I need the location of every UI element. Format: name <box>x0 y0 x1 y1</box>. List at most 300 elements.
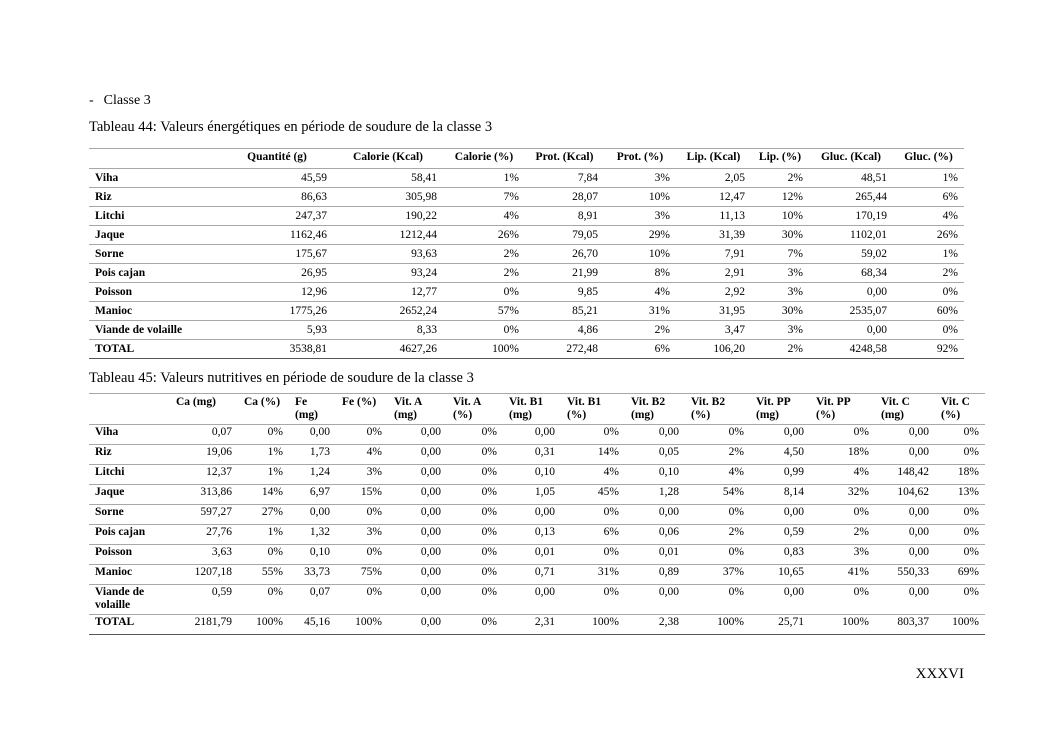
table-cell: 0,00 <box>388 425 447 445</box>
table-cell: 0% <box>935 445 985 465</box>
table-cell: 0,00 <box>388 565 447 585</box>
table-cell: 0,71 <box>503 565 561 585</box>
column-header: Prot. (Kcal) <box>525 149 604 169</box>
table-cell: 313,86 <box>170 485 238 505</box>
table-cell: 1% <box>443 169 525 188</box>
table-cell: 0% <box>893 321 964 340</box>
row-label: Litchi <box>89 465 170 485</box>
table-cell: 1212,44 <box>333 226 443 245</box>
table-cell: 12,37 <box>170 465 238 485</box>
table-cell: 25,71 <box>750 615 810 635</box>
table-cell: 100% <box>685 615 750 635</box>
table-row <box>89 545 985 565</box>
table-cell: 2% <box>443 245 525 264</box>
table-header-row <box>89 149 964 169</box>
row-label: Manioc <box>89 565 170 585</box>
table-cell: 1% <box>893 169 964 188</box>
table-cell: 2% <box>893 264 964 283</box>
table-cell: 0,00 <box>809 321 893 340</box>
table-cell: 7,84 <box>525 169 604 188</box>
table-cell: 45% <box>561 485 625 505</box>
column-header: Lip. (%) <box>751 149 809 169</box>
table-cell: 2% <box>810 525 875 545</box>
table-cell: 0% <box>238 585 289 615</box>
column-header: Calorie (%) <box>443 149 525 169</box>
table-row <box>89 525 985 545</box>
table-cell: 59,02 <box>809 245 893 264</box>
table-cell: 4248,58 <box>809 340 893 359</box>
table-cell: 2% <box>751 340 809 359</box>
table-cell: 0% <box>238 425 289 445</box>
column-header: Vit. B2 (mg) <box>625 394 685 425</box>
table-cell: 14% <box>238 485 289 505</box>
table-cell: 0% <box>810 505 875 525</box>
table-cell: 0,83 <box>750 545 810 565</box>
table-cell: 0% <box>561 585 625 615</box>
table-cell: 170,19 <box>809 207 893 226</box>
table-cell: 0% <box>935 525 985 545</box>
table-row <box>89 425 985 445</box>
table-cell: 37% <box>685 565 750 585</box>
table-cell: 10,65 <box>750 565 810 585</box>
table-cell: 10% <box>751 207 809 226</box>
table-cell: 2,38 <box>625 615 685 635</box>
table-cell: 0,00 <box>750 505 810 525</box>
table-cell: 0,00 <box>625 585 685 615</box>
table-cell: 0% <box>336 505 388 525</box>
row-label: Riz <box>89 445 170 465</box>
table-row <box>89 565 985 585</box>
table-cell: 0% <box>447 525 503 545</box>
table-cell: 1102,01 <box>809 226 893 245</box>
table-cell: 2% <box>443 264 525 283</box>
table-cell: 1% <box>238 525 289 545</box>
table-cell: 19,06 <box>170 445 238 465</box>
table-cell: 0,06 <box>625 525 685 545</box>
table-cell: 597,27 <box>170 505 238 525</box>
table-cell: 0,00 <box>388 445 447 465</box>
table-cell: 0,99 <box>750 465 810 485</box>
table-cell: 0% <box>447 425 503 445</box>
table-cell: 1% <box>893 245 964 264</box>
table-cell: 28,07 <box>525 188 604 207</box>
column-header: Calorie (Kcal) <box>333 149 443 169</box>
table-cell: 0% <box>561 425 625 445</box>
table-cell: 0,10 <box>625 465 685 485</box>
table-cell: 27,76 <box>170 525 238 545</box>
table-cell: 104,62 <box>875 485 935 505</box>
table-cell: 0,00 <box>875 525 935 545</box>
table-cell: 0% <box>935 505 985 525</box>
table-cell: 1207,18 <box>170 565 238 585</box>
table-row <box>89 321 964 340</box>
table-cell: 0% <box>810 425 875 445</box>
table-cell: 1,32 <box>289 525 336 545</box>
table-45-caption: Tableau 45: Valeurs nutritives en période de soudure de la classe 3 <box>89 370 474 386</box>
table-cell: 93,24 <box>333 264 443 283</box>
table-cell: 31,95 <box>676 302 751 321</box>
table-cell: 7% <box>443 188 525 207</box>
table-cell: 550,33 <box>875 565 935 585</box>
row-label: Poisson <box>89 545 170 565</box>
table-cell: 1% <box>238 445 289 465</box>
table-cell: 57% <box>443 302 525 321</box>
table-cell: 0% <box>443 283 525 302</box>
column-header: Quantité (g) <box>221 149 333 169</box>
table-cell: 3% <box>336 465 388 485</box>
table-cell: 100% <box>561 615 625 635</box>
table-cell: 106,20 <box>676 340 751 359</box>
table-cell: 2,91 <box>676 264 751 283</box>
table-cell: 79,05 <box>525 226 604 245</box>
column-header: Vit. A (%) <box>447 394 503 425</box>
table-cell: 2,05 <box>676 169 751 188</box>
column-header: Fe (%) <box>336 394 388 425</box>
table-cell: 100% <box>443 340 525 359</box>
table-cell: 12,77 <box>333 283 443 302</box>
table-cell: 12,47 <box>676 188 751 207</box>
table-cell: 0,01 <box>625 545 685 565</box>
table-cell: 4% <box>893 207 964 226</box>
table-cell: 31% <box>561 565 625 585</box>
table-cell: 0,01 <box>503 545 561 565</box>
table-cell: 0,00 <box>388 505 447 525</box>
table-row <box>89 585 985 615</box>
table-cell: 3% <box>604 207 676 226</box>
list-dash: - <box>89 93 94 108</box>
table-cell: 18% <box>810 445 875 465</box>
column-header: Fe (mg) <box>289 394 336 425</box>
table-cell: 0,00 <box>388 465 447 485</box>
table-cell: 3% <box>604 169 676 188</box>
table-cell: 26,70 <box>525 245 604 264</box>
table-cell: 86,63 <box>221 188 333 207</box>
table-cell: 55% <box>238 565 289 585</box>
column-header: Ca (%) <box>238 394 289 425</box>
table-cell: 247,37 <box>221 207 333 226</box>
column-header: Prot. (%) <box>604 149 676 169</box>
table-cell: 0,00 <box>809 283 893 302</box>
table-row <box>89 302 964 321</box>
table-row <box>89 445 985 465</box>
row-label: Pois cajan <box>89 525 170 545</box>
table-cell: 69% <box>935 565 985 585</box>
row-label: Riz <box>89 188 221 207</box>
table-cell: 2,31 <box>503 615 561 635</box>
table-cell: 0% <box>447 585 503 615</box>
table-cell: 0,00 <box>875 425 935 445</box>
table-cell: 0,59 <box>750 525 810 545</box>
table-cell: 2535,07 <box>809 302 893 321</box>
table-cell: 272,48 <box>525 340 604 359</box>
row-label: Pois cajan <box>89 264 221 283</box>
table-cell: 0,10 <box>289 545 336 565</box>
table-cell: 265,44 <box>809 188 893 207</box>
table-cell: 0% <box>685 585 750 615</box>
table-cell: 0% <box>447 565 503 585</box>
table-cell: 2% <box>685 445 750 465</box>
table-row <box>89 283 964 302</box>
table-cell: 0% <box>336 585 388 615</box>
table-cell: 2% <box>604 321 676 340</box>
table-cell: 4% <box>443 207 525 226</box>
table-cell: 3,47 <box>676 321 751 340</box>
table-cell: 0% <box>685 425 750 445</box>
table-cell: 10% <box>604 245 676 264</box>
table-row <box>89 340 964 359</box>
table-cell: 2% <box>751 169 809 188</box>
table-cell: 0% <box>443 321 525 340</box>
table-cell: 27% <box>238 505 289 525</box>
table-cell: 100% <box>810 615 875 635</box>
table-cell: 2181,79 <box>170 615 238 635</box>
row-label: Litchi <box>89 207 221 226</box>
table-cell: 18% <box>935 465 985 485</box>
table-cell: 4% <box>561 465 625 485</box>
table-cell: 11,13 <box>676 207 751 226</box>
table-cell: 41% <box>810 565 875 585</box>
table-cell: 85,21 <box>525 302 604 321</box>
table-cell: 0% <box>935 545 985 565</box>
table-cell: 32% <box>810 485 875 505</box>
row-label: Viha <box>89 169 221 188</box>
table-cell: 0,00 <box>875 545 935 565</box>
column-header: Gluc. (Kcal) <box>809 149 893 169</box>
column-header: Vit. B1 (%) <box>561 394 625 425</box>
table-cell: 0% <box>685 505 750 525</box>
table-cell: 8% <box>604 264 676 283</box>
table-cell: 29% <box>604 226 676 245</box>
table-cell: 75% <box>336 565 388 585</box>
nutrition-values-table <box>89 393 985 635</box>
table-row <box>89 226 964 245</box>
table-row <box>89 485 985 505</box>
table-cell: 100% <box>336 615 388 635</box>
table-cell: 190,22 <box>333 207 443 226</box>
table-cell: 9,85 <box>525 283 604 302</box>
table-cell: 0% <box>336 545 388 565</box>
table-cell: 0% <box>935 585 985 615</box>
column-header: Vit. B2 (%) <box>685 394 750 425</box>
row-label: Poisson <box>89 283 221 302</box>
column-header: Gluc. (%) <box>893 149 964 169</box>
table-cell: 1162,46 <box>221 226 333 245</box>
table-cell: 4,50 <box>750 445 810 465</box>
table-row <box>89 264 964 283</box>
table-cell: 12% <box>751 188 809 207</box>
table-cell: 0,00 <box>503 505 561 525</box>
table-cell: 3% <box>751 264 809 283</box>
table-cell: 0% <box>238 545 289 565</box>
table-cell: 4% <box>336 445 388 465</box>
table-cell: 0% <box>447 505 503 525</box>
row-label: Manioc <box>89 302 221 321</box>
table-cell: 0,07 <box>170 425 238 445</box>
table-cell: 5,93 <box>221 321 333 340</box>
table-cell: 0,00 <box>750 585 810 615</box>
table-cell: 1,05 <box>503 485 561 505</box>
row-label: Sorne <box>89 505 170 525</box>
table-cell: 26% <box>893 226 964 245</box>
table-cell: 4% <box>810 465 875 485</box>
table-cell: 0,00 <box>625 505 685 525</box>
table-cell: 33,73 <box>289 565 336 585</box>
table-row <box>89 615 985 635</box>
table-cell: 6,97 <box>289 485 336 505</box>
table-cell: 7% <box>751 245 809 264</box>
section-heading-label: Classe 3 <box>103 93 151 108</box>
table-cell: 0,07 <box>289 585 336 615</box>
table-cell: 0,59 <box>170 585 238 615</box>
row-label: Jaque <box>89 485 170 505</box>
table-cell: 0,00 <box>388 525 447 545</box>
table-cell: 4627,26 <box>333 340 443 359</box>
table-cell: 3,63 <box>170 545 238 565</box>
table-cell: 60% <box>893 302 964 321</box>
table-cell: 0% <box>685 545 750 565</box>
section-heading <box>89 93 151 109</box>
table-cell: 0% <box>810 585 875 615</box>
table-cell: 54% <box>685 485 750 505</box>
table-cell: 1,73 <box>289 445 336 465</box>
table-cell: 8,33 <box>333 321 443 340</box>
table-cell: 4% <box>685 465 750 485</box>
table-row <box>89 505 985 525</box>
table-cell: 6% <box>561 525 625 545</box>
table-cell: 45,59 <box>221 169 333 188</box>
table-cell: 3538,81 <box>221 340 333 359</box>
table-cell: 7,91 <box>676 245 751 264</box>
table-cell: 0,00 <box>388 615 447 635</box>
table-cell: 0% <box>447 485 503 505</box>
table-row <box>89 169 964 188</box>
table-cell: 12,96 <box>221 283 333 302</box>
table-cell: 45,16 <box>289 615 336 635</box>
column-header: Vit. C (mg) <box>875 394 935 425</box>
table-cell: 6% <box>604 340 676 359</box>
table-cell: 10% <box>604 188 676 207</box>
table-cell: 3% <box>810 545 875 565</box>
column-header: Vit. B1 (mg) <box>503 394 561 425</box>
row-label: Jaque <box>89 226 221 245</box>
table-cell: 2652,24 <box>333 302 443 321</box>
table-cell: 0,00 <box>503 585 561 615</box>
table-cell: 58,41 <box>333 169 443 188</box>
table-cell: 0% <box>561 505 625 525</box>
table-cell: 0% <box>336 425 388 445</box>
table-cell: 175,67 <box>221 245 333 264</box>
column-header: Vit. PP (mg) <box>750 394 810 425</box>
row-label: Viande de volaille <box>89 585 170 615</box>
table-cell: 0,00 <box>289 505 336 525</box>
table-cell: 26% <box>443 226 525 245</box>
table-cell: 2% <box>685 525 750 545</box>
table-cell: 0,89 <box>625 565 685 585</box>
row-label: TOTAL <box>89 340 221 359</box>
table-row <box>89 188 964 207</box>
table-cell: 8,14 <box>750 485 810 505</box>
table-cell: 0,00 <box>388 545 447 565</box>
energy-values-table <box>89 148 964 359</box>
table-cell: 0,10 <box>503 465 561 485</box>
table-row <box>89 465 985 485</box>
table-cell: 1,28 <box>625 485 685 505</box>
table-cell: 3% <box>751 321 809 340</box>
table-cell: 8,91 <box>525 207 604 226</box>
table-cell: 48,51 <box>809 169 893 188</box>
table-cell: 0,00 <box>875 585 935 615</box>
table-cell: 31% <box>604 302 676 321</box>
table-cell: 0,00 <box>388 485 447 505</box>
column-header <box>89 394 170 425</box>
row-label: Viande de volaille <box>89 321 221 340</box>
table-cell: 93,63 <box>333 245 443 264</box>
column-header: Vit. C (%) <box>935 394 985 425</box>
table-cell: 0,00 <box>875 505 935 525</box>
table-cell: 100% <box>935 615 985 635</box>
table-cell: 92% <box>893 340 964 359</box>
column-header: Ca (mg) <box>170 394 238 425</box>
column-header: Vit. A (mg) <box>388 394 447 425</box>
table-cell: 100% <box>238 615 289 635</box>
table-cell: 0% <box>447 545 503 565</box>
table-cell: 0,00 <box>875 445 935 465</box>
table-cell: 0% <box>447 465 503 485</box>
row-label: Sorne <box>89 245 221 264</box>
table-cell: 13% <box>935 485 985 505</box>
table-cell: 0,00 <box>750 425 810 445</box>
table-cell: 0,00 <box>625 425 685 445</box>
table-cell: 0% <box>893 283 964 302</box>
table-cell: 31,39 <box>676 226 751 245</box>
table-cell: 21,99 <box>525 264 604 283</box>
table-header-row <box>89 394 985 425</box>
table-cell: 0,31 <box>503 445 561 465</box>
column-header: Vit. PP (%) <box>810 394 875 425</box>
page-number: XXXVI <box>915 666 964 682</box>
table-cell: 3% <box>336 525 388 545</box>
table-cell: 0% <box>935 425 985 445</box>
table-cell: 0,00 <box>503 425 561 445</box>
table-cell: 1775,26 <box>221 302 333 321</box>
table-cell: 2,92 <box>676 283 751 302</box>
table-cell: 803,37 <box>875 615 935 635</box>
table-44-caption: Tableau 44: Valeurs énergétiques en période de soudure de la classe 3 <box>89 119 493 135</box>
table-row <box>89 245 964 264</box>
table-cell: 3% <box>751 283 809 302</box>
table-cell: 1% <box>238 465 289 485</box>
table-cell: 4,86 <box>525 321 604 340</box>
row-label: Viha <box>89 425 170 445</box>
table-cell: 26,95 <box>221 264 333 283</box>
table-cell: 0% <box>447 615 503 635</box>
table-cell: 305,98 <box>333 188 443 207</box>
column-header: Lip. (Kcal) <box>676 149 751 169</box>
table-cell: 0,05 <box>625 445 685 465</box>
table-cell: 30% <box>751 226 809 245</box>
table-cell: 0,00 <box>388 585 447 615</box>
table-cell: 6% <box>893 188 964 207</box>
table-cell: 30% <box>751 302 809 321</box>
row-label: TOTAL <box>89 615 170 635</box>
table-cell: 15% <box>336 485 388 505</box>
table-cell: 14% <box>561 445 625 465</box>
table-cell: 4% <box>604 283 676 302</box>
table-cell: 148,42 <box>875 465 935 485</box>
table-cell: 0,00 <box>289 425 336 445</box>
table-cell: 0% <box>447 445 503 465</box>
table-cell: 0% <box>561 545 625 565</box>
